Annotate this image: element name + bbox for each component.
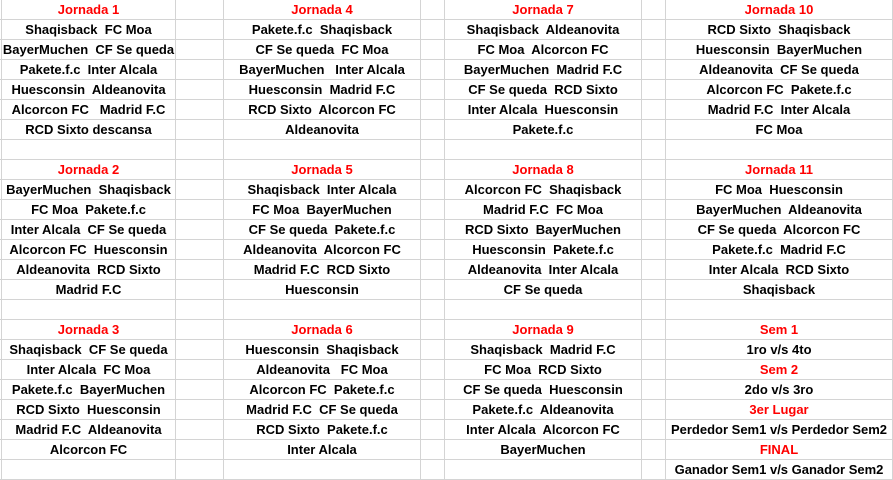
empty-cell[interactable] (224, 300, 421, 320)
spacer-cell[interactable] (421, 240, 445, 260)
spacer-cell[interactable] (421, 200, 445, 220)
spacer-cell[interactable] (176, 440, 224, 460)
match-cell[interactable]: Aldeanovita FC Moa (224, 360, 421, 380)
match-cell[interactable]: FC Moa (666, 120, 893, 140)
spacer-cell[interactable] (176, 60, 224, 80)
match-cell[interactable]: Ganador Sem1 v/s Ganador Sem2 (666, 460, 893, 480)
spacer-cell[interactable] (176, 20, 224, 40)
spacer-cell[interactable] (421, 140, 445, 160)
grid-row (0, 140, 893, 160)
match-cell[interactable]: Huesconsin Aldeanovita (2, 80, 176, 100)
spacer-cell[interactable] (421, 220, 445, 240)
spacer-cell[interactable] (176, 160, 224, 180)
match-cell[interactable]: Huesconsin Shaqisback (224, 340, 421, 360)
spacer-cell[interactable] (176, 80, 224, 100)
match-cell[interactable]: 2do v/s 3ro (666, 380, 893, 400)
match-cell[interactable]: 1ro v/s 4to (666, 340, 893, 360)
spacer-cell[interactable] (176, 320, 224, 340)
spacer-cell[interactable] (176, 140, 224, 160)
spacer-cell[interactable] (642, 460, 666, 480)
match-cell[interactable]: Perdedor Sem1 v/s Perdedor Sem2 (666, 420, 893, 440)
match-cell[interactable]: Pakete.f.c Inter Alcala (2, 60, 176, 80)
match-cell[interactable]: Inter Alcala Alcorcon FC (445, 420, 642, 440)
round-header-cell[interactable]: Jornada 2 (2, 160, 176, 180)
match-cell[interactable]: FC Moa Huesconsin (666, 180, 893, 200)
grid-row (0, 420, 893, 440)
grid-row (0, 380, 893, 400)
spacer-cell[interactable] (642, 0, 666, 20)
grid-row (0, 60, 893, 80)
match-cell[interactable]: Shaqisback Inter Alcala (224, 180, 421, 200)
spacer-cell[interactable] (421, 80, 445, 100)
spacer-cell[interactable] (421, 60, 445, 80)
grid-row (0, 240, 893, 260)
round-header-cell[interactable]: Jornada 3 (2, 320, 176, 340)
spacer-cell[interactable] (176, 40, 224, 60)
round-header-cell[interactable]: Jornada 4 (224, 0, 421, 20)
spacer-cell[interactable] (176, 360, 224, 380)
match-cell[interactable]: Inter Alcala Huesconsin (445, 100, 642, 120)
match-cell[interactable]: Aldeanovita CF Se queda (666, 60, 893, 80)
spacer-cell[interactable] (421, 180, 445, 200)
round-header-cell[interactable]: Jornada 11 (666, 160, 893, 180)
match-cell[interactable]: CF Se queda Pakete.f.c (224, 220, 421, 240)
empty-cell[interactable] (666, 140, 893, 160)
spacer-cell[interactable] (642, 160, 666, 180)
match-cell[interactable]: BayerMuchen Shaqisback (2, 180, 176, 200)
match-cell[interactable]: Pakete.f.c Madrid F.C (666, 240, 893, 260)
match-cell[interactable]: BayerMuchen (445, 440, 642, 460)
match-cell[interactable]: Shaqisback Aldeanovita (445, 20, 642, 40)
grid-row (0, 80, 893, 100)
match-cell[interactable]: RCD Sixto Alcorcon FC (224, 100, 421, 120)
spacer-cell[interactable] (642, 300, 666, 320)
spacer-cell[interactable] (176, 280, 224, 300)
grid-row (0, 360, 893, 380)
empty-cell[interactable] (224, 460, 421, 480)
match-cell[interactable]: CF Se queda (445, 280, 642, 300)
spacer-cell[interactable] (642, 220, 666, 240)
match-cell[interactable]: BayerMuchen Inter Alcala (224, 60, 421, 80)
match-cell[interactable]: Inter Alcala RCD Sixto (666, 260, 893, 280)
spacer-cell[interactable] (421, 440, 445, 460)
grid-row (0, 0, 893, 20)
match-cell[interactable]: Huesconsin Madrid F.C (224, 80, 421, 100)
spacer-cell[interactable] (421, 20, 445, 40)
grid-row (0, 200, 893, 220)
spacer-cell[interactable] (421, 380, 445, 400)
round-header-cell[interactable]: Sem 1 (666, 320, 893, 340)
spacer-cell[interactable] (642, 100, 666, 120)
empty-cell[interactable] (666, 300, 893, 320)
grid-row (0, 460, 893, 480)
grid-row (0, 320, 893, 340)
spacer-cell[interactable] (176, 460, 224, 480)
spacer-cell[interactable] (642, 340, 666, 360)
spacer-cell[interactable] (421, 160, 445, 180)
spacer-cell[interactable] (176, 300, 224, 320)
round-header-cell[interactable]: Jornada 5 (224, 160, 421, 180)
match-cell[interactable]: Pakete.f.c Aldeanovita (445, 400, 642, 420)
round-header-cell[interactable]: Jornada 10 (666, 0, 893, 20)
spacer-cell[interactable] (642, 40, 666, 60)
grid-row (0, 280, 893, 300)
round-header-cell[interactable]: Jornada 7 (445, 0, 642, 20)
match-cell[interactable]: Huesconsin BayerMuchen (666, 40, 893, 60)
spacer-cell[interactable] (176, 340, 224, 360)
match-cell[interactable]: Aldeanovita (224, 120, 421, 140)
spacer-cell[interactable] (642, 180, 666, 200)
match-cell[interactable]: RCD Sixto descansa (2, 120, 176, 140)
match-cell[interactable]: RCD Sixto Pakete.f.c (224, 420, 421, 440)
spacer-cell[interactable] (421, 40, 445, 60)
grid-row (0, 400, 893, 420)
spacer-cell[interactable] (176, 100, 224, 120)
spacer-cell[interactable] (421, 320, 445, 340)
grid-row (0, 300, 893, 320)
round-header-cell[interactable]: Jornada 1 (2, 0, 176, 20)
grid-row (0, 120, 893, 140)
match-cell[interactable]: Alcorcon FC Pakete.f.c (224, 380, 421, 400)
empty-cell[interactable] (445, 460, 642, 480)
round-header-cell[interactable]: Jornada 6 (224, 320, 421, 340)
spacer-cell[interactable] (176, 400, 224, 420)
match-cell[interactable]: Aldeanovita RCD Sixto (2, 260, 176, 280)
empty-cell[interactable] (2, 300, 176, 320)
spacer-cell[interactable] (176, 0, 224, 20)
spacer-cell[interactable] (176, 120, 224, 140)
spacer-cell[interactable] (642, 420, 666, 440)
spacer-cell[interactable] (176, 380, 224, 400)
round-header-cell[interactable]: 3er Lugar (666, 400, 893, 420)
spacer-cell[interactable] (642, 200, 666, 220)
match-cell[interactable]: BayerMuchen CF Se queda (2, 40, 176, 60)
spacer-cell[interactable] (421, 0, 445, 20)
grid-row (0, 100, 893, 120)
match-cell[interactable]: FC Moa Alcorcon FC (445, 40, 642, 60)
match-cell[interactable]: Alcorcon FC Pakete.f.c (666, 80, 893, 100)
match-cell[interactable]: Madrid F.C Inter Alcala (666, 100, 893, 120)
spacer-cell[interactable] (176, 260, 224, 280)
spacer-cell[interactable] (421, 300, 445, 320)
grid-row (0, 340, 893, 360)
spacer-cell[interactable] (421, 360, 445, 380)
match-cell[interactable]: Madrid F.C CF Se queda (224, 400, 421, 420)
match-cell[interactable]: Inter Alcala CF Se queda (2, 220, 176, 240)
match-cell[interactable]: Huesconsin Pakete.f.c (445, 240, 642, 260)
spacer-cell[interactable] (642, 260, 666, 280)
spacer-cell[interactable] (642, 120, 666, 140)
spacer-cell[interactable] (642, 140, 666, 160)
match-cell[interactable]: RCD Sixto BayerMuchen (445, 220, 642, 240)
spacer-cell[interactable] (642, 60, 666, 80)
grid-row (0, 220, 893, 240)
spacer-cell[interactable] (642, 20, 666, 40)
match-cell[interactable]: BayerMuchen Madrid F.C (445, 60, 642, 80)
match-cell[interactable]: Madrid F.C (2, 280, 176, 300)
match-cell[interactable]: FC Moa BayerMuchen (224, 200, 421, 220)
match-cell[interactable]: RCD Sixto Huesconsin (2, 400, 176, 420)
match-cell[interactable]: Pakete.f.c Shaqisback (224, 20, 421, 40)
spacer-cell[interactable] (421, 120, 445, 140)
grid-row (0, 160, 893, 180)
spacer-cell[interactable] (642, 380, 666, 400)
empty-cell[interactable] (224, 140, 421, 160)
grid-row (0, 440, 893, 460)
match-cell[interactable]: FC Moa Pakete.f.c (2, 200, 176, 220)
match-cell[interactable]: Inter Alcala FC Moa (2, 360, 176, 380)
match-cell[interactable]: Alcorcon FC Madrid F.C (2, 100, 176, 120)
spacer-cell[interactable] (176, 220, 224, 240)
spacer-cell[interactable] (176, 240, 224, 260)
grid-row (0, 20, 893, 40)
spacer-cell[interactable] (176, 180, 224, 200)
spacer-cell[interactable] (421, 100, 445, 120)
spacer-cell[interactable] (421, 400, 445, 420)
match-cell[interactable]: Alcorcon FC Huesconsin (2, 240, 176, 260)
round-header-cell[interactable]: Jornada 8 (445, 160, 642, 180)
match-cell[interactable]: Shaqisback (666, 280, 893, 300)
match-cell[interactable]: CF Se queda Huesconsin (445, 380, 642, 400)
spacer-cell[interactable] (421, 260, 445, 280)
match-cell[interactable]: Madrid F.C Aldeanovita (2, 420, 176, 440)
empty-cell[interactable] (2, 140, 176, 160)
match-cell[interactable]: Pakete.f.c (445, 120, 642, 140)
match-cell[interactable]: Shaqisback Madrid F.C (445, 340, 642, 360)
spacer-cell[interactable] (421, 460, 445, 480)
match-cell[interactable]: Huesconsin (224, 280, 421, 300)
spacer-cell[interactable] (642, 360, 666, 380)
spacer-cell[interactable] (421, 340, 445, 360)
match-cell[interactable]: Shaqisback FC Moa (2, 20, 176, 40)
spacer-cell[interactable] (642, 440, 666, 460)
match-cell[interactable]: Aldeanovita Alcorcon FC (224, 240, 421, 260)
empty-cell[interactable] (2, 460, 176, 480)
spacer-cell[interactable] (642, 400, 666, 420)
match-cell[interactable]: Alcorcon FC Shaqisback (445, 180, 642, 200)
grid-row (0, 40, 893, 60)
spacer-cell[interactable] (421, 280, 445, 300)
empty-cell[interactable] (445, 140, 642, 160)
spacer-cell[interactable] (421, 420, 445, 440)
match-cell[interactable]: CF Se queda Alcorcon FC (666, 220, 893, 240)
match-cell[interactable]: RCD Sixto Shaqisback (666, 20, 893, 40)
match-cell[interactable]: BayerMuchen Aldeanovita (666, 200, 893, 220)
round-header-cell[interactable]: Jornada 9 (445, 320, 642, 340)
match-cell[interactable]: Aldeanovita Inter Alcala (445, 260, 642, 280)
spacer-cell[interactable] (176, 200, 224, 220)
match-cell[interactable]: Inter Alcala (224, 440, 421, 460)
match-cell[interactable]: FC Moa RCD Sixto (445, 360, 642, 380)
match-cell[interactable]: CF Se queda RCD Sixto (445, 80, 642, 100)
spacer-cell[interactable] (176, 420, 224, 440)
match-cell[interactable]: Pakete.f.c BayerMuchen (2, 380, 176, 400)
spacer-cell[interactable] (642, 280, 666, 300)
grid-row (0, 260, 893, 280)
match-cell[interactable]: Alcorcon FC (2, 440, 176, 460)
spacer-cell[interactable] (642, 80, 666, 100)
match-cell[interactable]: Madrid F.C FC Moa (445, 200, 642, 220)
spacer-cell[interactable] (642, 240, 666, 260)
match-cell[interactable]: CF Se queda FC Moa (224, 40, 421, 60)
round-header-cell[interactable]: Sem 2 (666, 360, 893, 380)
round-header-cell[interactable]: FINAL (666, 440, 893, 460)
grid-row (0, 180, 893, 200)
match-cell[interactable]: Madrid F.C RCD Sixto (224, 260, 421, 280)
spacer-cell[interactable] (642, 320, 666, 340)
match-cell[interactable]: Shaqisback CF Se queda (2, 340, 176, 360)
empty-cell[interactable] (445, 300, 642, 320)
